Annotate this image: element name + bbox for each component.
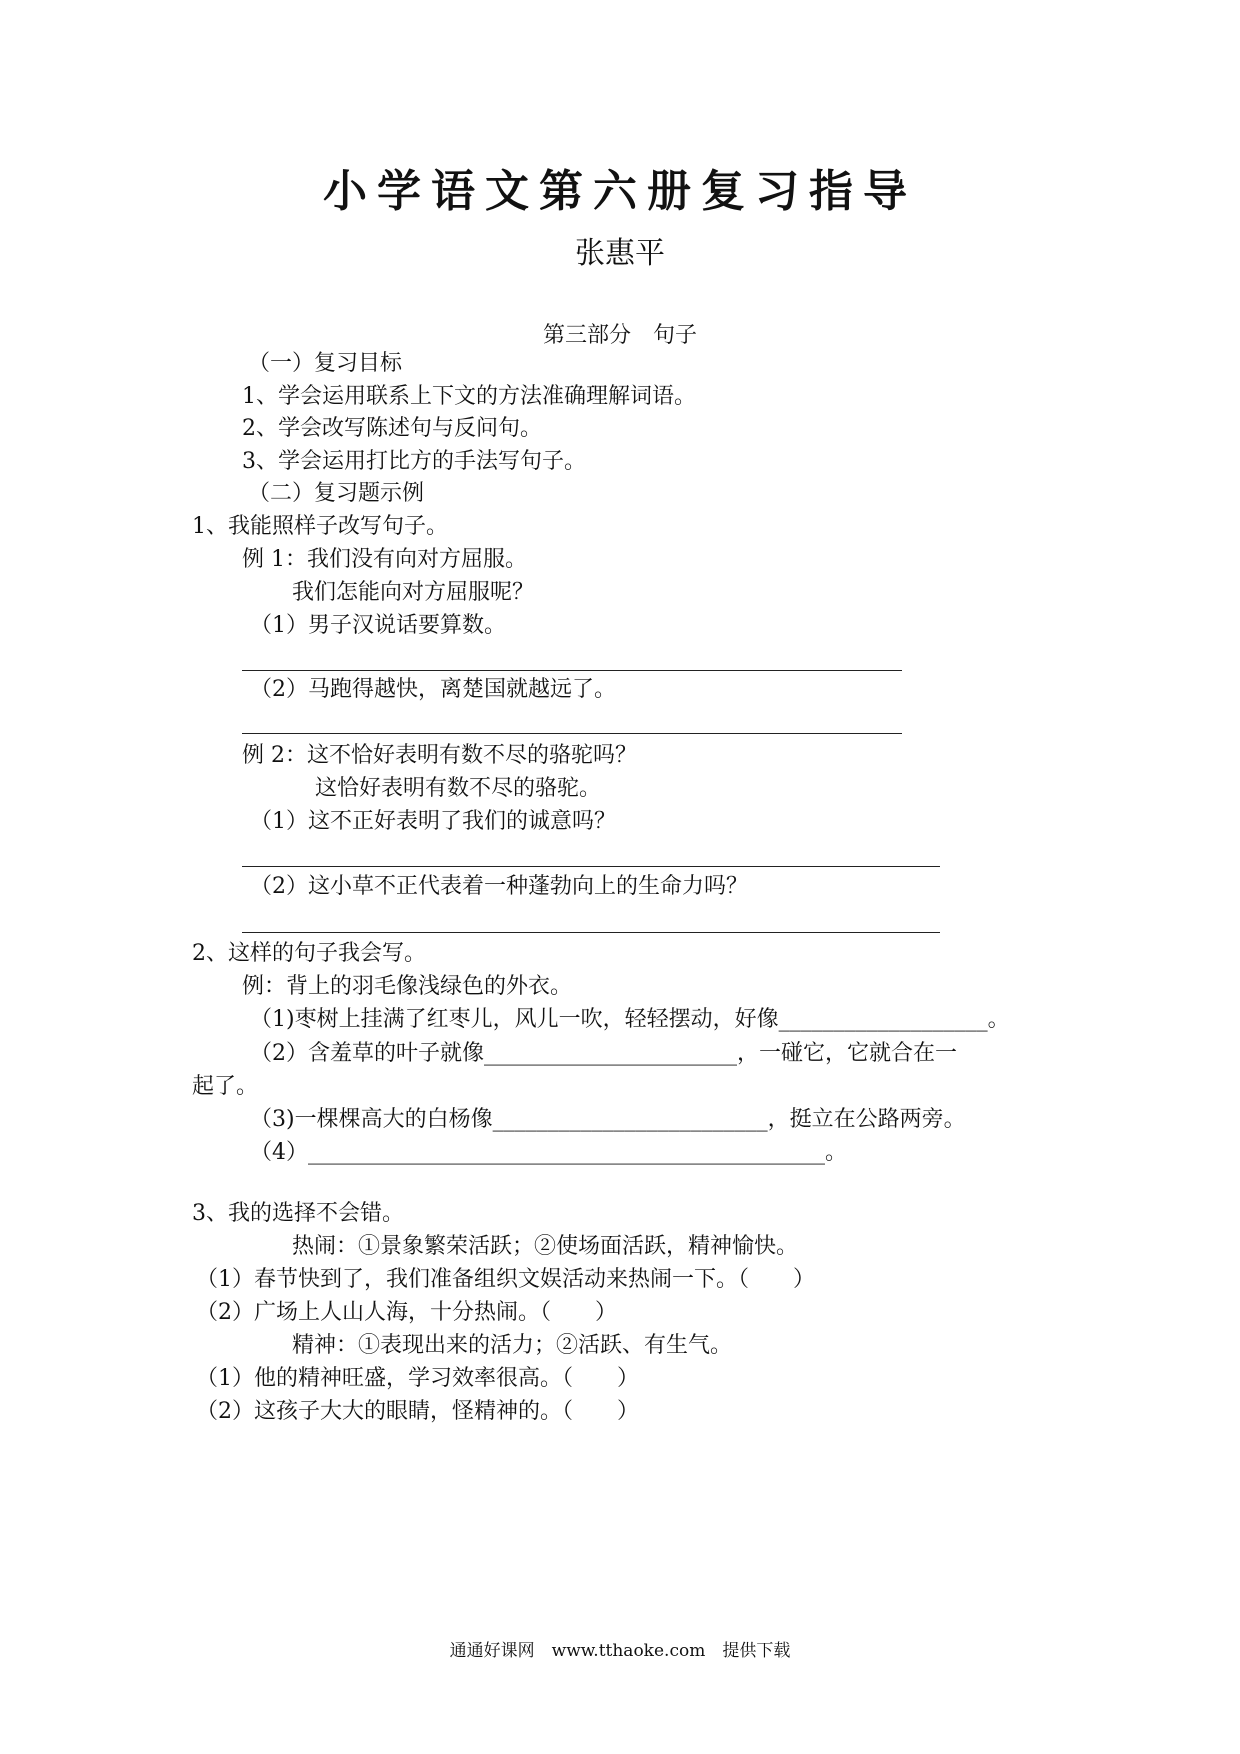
fill-in-question: （2）含羞草的叶子就像_______________________，一碰它，它就合在一	[250, 1041, 957, 1066]
answer-blank	[242, 670, 902, 671]
question-item: （1）这不正好表明了我们的诚意吗？	[250, 809, 616, 834]
example-answer: 我们怎能向对方屈服呢？	[292, 580, 535, 605]
example-sentence: 例 2：这不恰好表明有数不尽的骆驼吗？	[242, 743, 637, 768]
fill-in-question: （4）_______________________________________________。	[250, 1140, 847, 1165]
answer-blank	[242, 866, 940, 867]
fill-in-continuation: 起了。	[192, 1074, 259, 1099]
section-heading: 第三部分 句子	[542, 323, 697, 348]
choice-question: （1）他的精神旺盛，学习效率很高。（ ）	[196, 1366, 639, 1391]
footer-source: 通通好课网 www.tthaoke.com 提供下载	[449, 1641, 791, 1661]
exercise-heading: 1、我能照样子改写句子。	[192, 514, 448, 539]
author-name: 张惠平	[575, 236, 665, 271]
exercise-heading: 3、我的选择不会错。	[192, 1201, 404, 1226]
example-sentence: 例：背上的羽毛像浅绿色的外衣。	[242, 974, 573, 999]
question-item: （2）这小草不正代表着一种蓬勃向上的生命力吗？	[250, 874, 748, 899]
example-sentence: 例 1：我们没有向对方屈服。	[242, 547, 527, 572]
choice-question: （1）春节快到了，我们准备组织文娱活动来热闹一下。（ ）	[196, 1267, 815, 1292]
choice-question: （2）这孩子大大的眼睛，怪精神的。（ ）	[196, 1399, 639, 1424]
word-definition: 精神：①表现出来的活力；②活跃、有生气。	[292, 1333, 733, 1358]
word-definition: 热闹：①景象繁荣活跃；②使场面活跃，精神愉快。	[292, 1234, 799, 1259]
answer-blank	[242, 733, 902, 734]
choice-question: （2）广场上人山人海，十分热闹。（ ）	[196, 1300, 617, 1325]
heading-review-goals: （一）复习目标	[248, 351, 403, 376]
exercise-heading: 2、这样的句子我会写。	[192, 941, 426, 966]
fill-in-question: （1)枣树上挂满了红枣儿，风儿一吹，轻轻摆动，好像___________________。	[250, 1007, 1010, 1032]
answer-blank	[242, 932, 940, 933]
goal-item: 1、学会运用联系上下文的方法准确理解词语。	[242, 384, 696, 409]
question-item: （2）马跑得越快，离楚国就越远了。	[250, 677, 616, 702]
fill-in-question: （3)一棵棵高大的白杨像_________________________，挺立在公路两旁。	[250, 1107, 966, 1132]
heading-examples: （二）复习题示例	[248, 481, 425, 506]
question-item: （1）男子汉说话要算数。	[250, 613, 506, 638]
goal-item: 2、学会改写陈述句与反问句。	[242, 416, 542, 441]
document-title: 小学语文第六册复习指导	[323, 166, 917, 217]
example-answer: 这恰好表明有数不尽的骆驼。	[315, 776, 602, 801]
goal-item: 3、学会运用打比方的手法写句子。	[242, 449, 586, 474]
